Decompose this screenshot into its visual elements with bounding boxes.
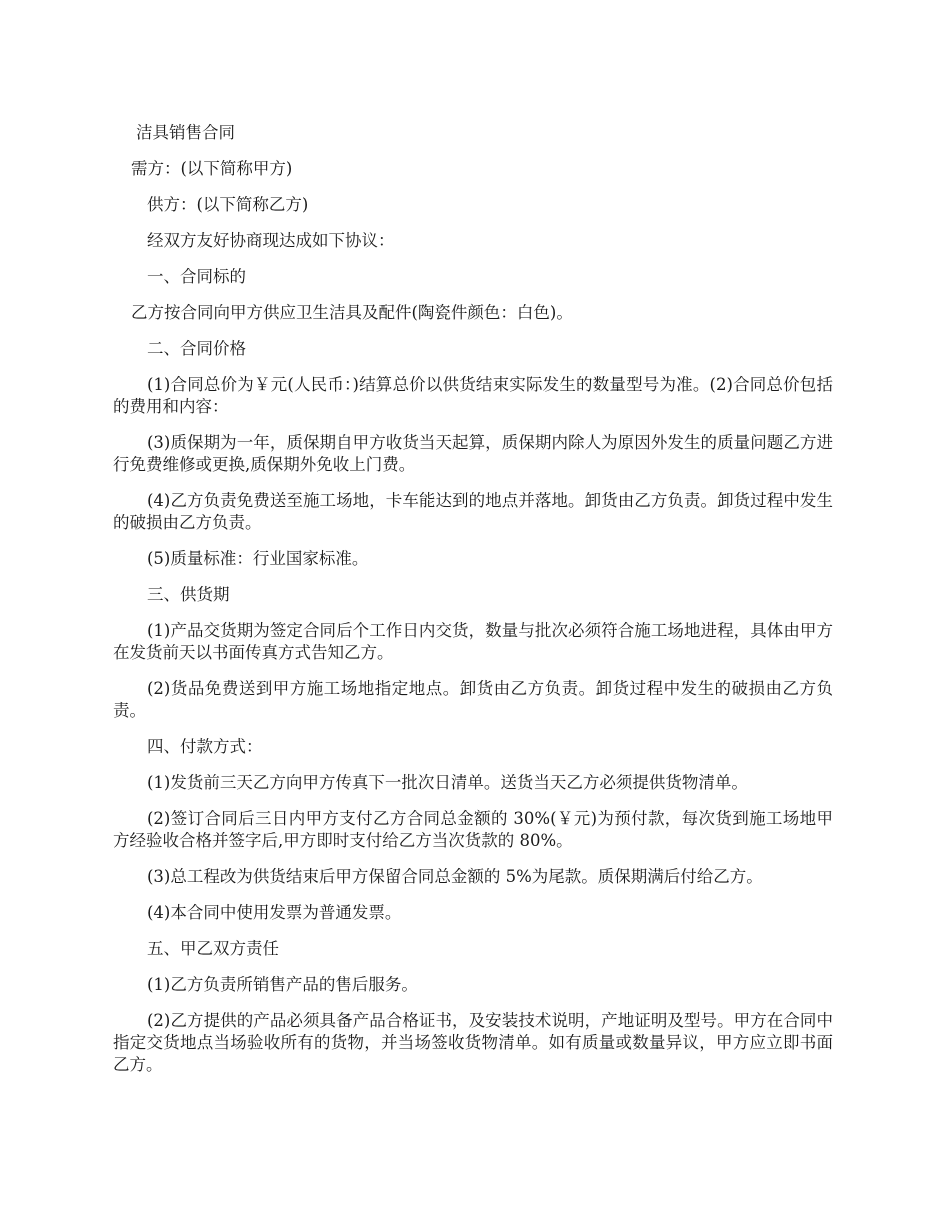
paragraph-supplier: 供方：(以下简称乙方): [147, 195, 309, 214]
clause-responsibility-1: (1)乙方负责所销售产品的售后服务。: [147, 975, 418, 994]
section-heading-payment: 四、付款方式：: [147, 737, 263, 756]
paragraph-agreement-intro: 经双方友好协商现达成如下协议：: [147, 231, 395, 250]
contract-body: [113, 122, 833, 1090]
clause-payment-3: (3)总工程改为供货结束后甲方保留合同总金额的 5%为尾款。质保期满后付给乙方。: [147, 867, 763, 886]
section-heading-price: 二、合同价格: [147, 339, 246, 358]
clause-price-3: (3)质保期为一年，质保期自甲方收货当天起算，质保期内除人为原因外发生的质量问题乙方进行免费维修或更换,质保期外免收上门费。: [113, 433, 833, 474]
clause-price-5: (5)质量标准：行业国家标准。: [147, 549, 369, 568]
clause-payment-1: (1)发货前三天乙方向甲方传真下一批次日清单。送货当天乙方必须提供货物清单。: [147, 773, 748, 792]
clause-price-4: (4)乙方负责免费送至施工场地，卡车能达到的地点并落地。卸货由乙方负责。卸货过程中发生的破损由乙方负责。: [113, 491, 833, 532]
document-title: 洁具销售合同: [136, 123, 235, 142]
section-heading-responsibilities: 五、甲乙双方责任: [147, 939, 279, 958]
clause-price-1: (1)合同总价为￥元(人民币：)结算总价以供货结束实际发生的数量型号为准。(2)合同总价包括的费用和内容：: [113, 375, 833, 416]
paragraph-subject: 乙方按合同向甲方供应卫生洁具及配件(陶瓷件颜色：白色)。: [131, 303, 573, 322]
clause-delivery-2: (2)货品免费送到甲方施工场地指定地点。卸货由乙方负责。卸货过程中发生的破损由乙方负责。: [113, 679, 833, 720]
clause-payment-4: (4)本合同中使用发票为普通发票。: [147, 903, 402, 922]
clause-payment-2: (2)签订合同后三日内甲方支付乙方合同总金额的 30%(￥元)为预付款，每次货到施工场地甲方经验收合格并签字后,甲方即时支付给乙方当次货款的 80%。: [113, 809, 833, 850]
section-heading-subject: 一、合同标的: [147, 267, 246, 286]
section-heading-delivery: 三、供货期: [147, 585, 230, 604]
clause-responsibility-2: (2)乙方提供的产品必须具备产品合格证书，及安装技术说明，产地证明及型号。甲方在合同中指定交货地点当场验收所有的货物，并当场签收货物清单。如有质量或数量异议，甲方应立即书面乙方。: [113, 1011, 833, 1074]
paragraph-buyer: 需方：(以下简称甲方): [131, 159, 293, 178]
clause-delivery-1: (1)产品交货期为签定合同后个工作日内交货，数量与批次必须符合施工场地进程，具体由甲方在发货前天以书面传真方式告知乙方。: [113, 621, 833, 662]
